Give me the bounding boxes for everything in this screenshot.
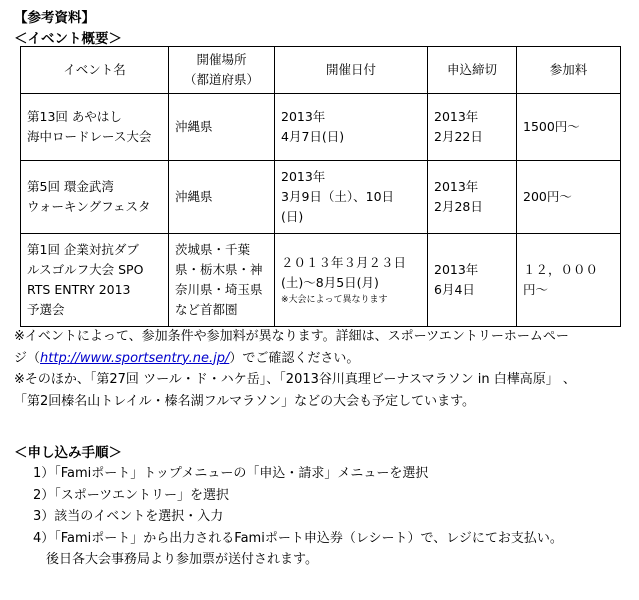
header-date: 開催日付 bbox=[275, 47, 428, 94]
note-line: 「第2回榛名山トレイル・榛名湖フルマラソン」などの大会も予定しています。 bbox=[14, 393, 476, 409]
venue-cell: 茨城県・千葉 県・栃木県・神 奈川県・埼玉県 など首都圏 bbox=[169, 234, 275, 327]
fee-cell: 200円～ bbox=[517, 161, 621, 234]
header-deadline: 申込締切 bbox=[428, 47, 517, 94]
step-item: 後日各大会事務局より参加票が送付されます。 bbox=[33, 552, 318, 567]
step-item: 2）「スポーツエントリー」を選択 bbox=[33, 487, 229, 503]
procedure-heading: ＜申し込み手順＞ bbox=[14, 445, 122, 461]
event-name-cell: 第1回 企業対抗ダブ ルスゴルフ大会 SPO RTS ENTRY 2013 予選会 bbox=[21, 234, 169, 327]
table-header-row bbox=[21, 47, 621, 94]
fee-cell: １２，０００ 円～ bbox=[517, 234, 621, 327]
step-item: 4）「Famiポート」から出力されるFamiポート申込券（レシート）で、レジにてお支払い。 bbox=[33, 530, 563, 546]
header-event-name: イベント名 bbox=[21, 47, 169, 94]
deadline-cell: 2013年 6月4日 bbox=[428, 234, 517, 327]
step-item: 3）該当のイベントを選択・入力 bbox=[33, 509, 224, 524]
deadline-cell: 2013年 2月28日 bbox=[428, 161, 517, 234]
sportsentry-link[interactable]: http://www.sportsentry.ne.jp/ bbox=[40, 350, 230, 366]
procedure-steps bbox=[33, 463, 563, 571]
event-name-cell: 第5回 環金武湾 ウォーキングフェスタ bbox=[21, 161, 169, 234]
date-cell: 2013年 4月7日(日) bbox=[275, 94, 428, 161]
notes bbox=[14, 326, 576, 412]
date-cell: 2013年 3月9日（土）、10日 (日) bbox=[275, 161, 428, 234]
note-line: ※そのほか、「第27回 ツール・ド・ハケ岳」、「2013谷川真理ビーナスマラソン in 白樺高原」 、 bbox=[14, 372, 576, 387]
date-footnote: ※大会によって異なります bbox=[281, 295, 388, 305]
note-line: ※イベントによって、参加条件や参加料が異なります。詳細は、スポーツエントリーホームペー bbox=[14, 329, 569, 344]
venue-cell: 沖縄県 bbox=[169, 161, 275, 234]
venue-cell: 沖縄県 bbox=[169, 94, 275, 161]
event-table bbox=[20, 46, 621, 327]
note-line: ジ（http://www.sportsentry.ne.jp/）でご確認ください。 bbox=[14, 350, 360, 366]
event-name-cell: 第13回 あやはし 海中ロードレース大会 bbox=[21, 94, 169, 161]
event-overview-heading: ＜イベント概要＞ bbox=[14, 31, 122, 47]
fee-cell: 1500円～ bbox=[517, 94, 621, 161]
date-cell: ２０１３年３月２３日 (土)～8月5日(月) ※大会によって異なります bbox=[275, 234, 428, 327]
table-row bbox=[21, 234, 621, 327]
table-row bbox=[21, 94, 621, 161]
header-fee: 参加料 bbox=[517, 47, 621, 94]
header-venue: 開催場所 （都道府県） bbox=[169, 47, 275, 94]
reference-heading: 【参考資料】 bbox=[14, 10, 95, 26]
deadline-cell: 2013年 2月22日 bbox=[428, 94, 517, 161]
table-row bbox=[21, 161, 621, 234]
step-item: 1）「Famiポート」トップメニューの「申込・請求」メニューを選択 bbox=[33, 466, 429, 481]
